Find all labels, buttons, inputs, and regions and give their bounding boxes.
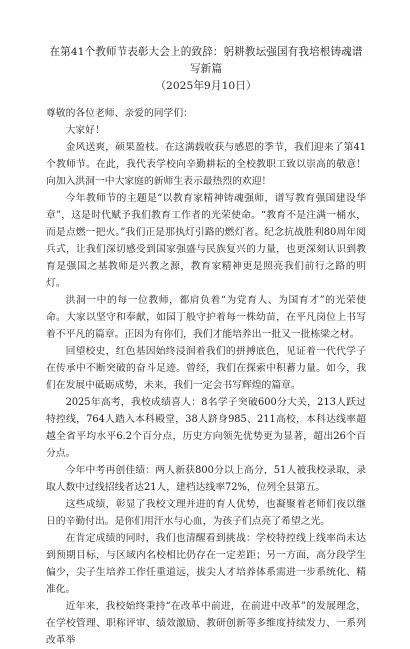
salutation: 尊敬的各位老师、亲爱的同学们： xyxy=(46,108,193,119)
title-date: （2025年9月10日） xyxy=(155,80,257,92)
paragraph: 金风送爽，硕果盈枝。在这满载收获与感恩的季节，我们迎来了第41个教师节。在此，我代表学校向辛勤耕耘的全校教职工致以崇高的敬意！向加入洪洞一中大家庭的新师生表示最热烈的欢迎！ xyxy=(46,142,366,187)
paragraph: 近年来，我校始终秉持“在改革中前进，在前进中改革”的发展理念，在学校管理、职称评审、绩效激励、教研创新等多维度持续发力、一系列改革举 xyxy=(46,601,366,646)
paragraph: 今年中考再创佳绩：两人新获800分以上高分，51人被我校录取，录取人数中过线招线者达21人，建档达线率72%，位列全县第五。 xyxy=(46,465,366,493)
document-title xyxy=(46,44,366,95)
paragraph: 今年教师节的主题是“以教育家精神铸魂强师，谱写教育强国建设华章”，这是时代赋予我们教育工作者的光荣使命。“教育不是注满一桶水，而是点燃一把火。”我们正是那执灯引路的燃灯者。纪念抗战胜利80周年阅兵式，让我们深切感受到国家强盛与民族复兴的力量，也更深刻认识到教育是强国之基教师是兴教之源，教育家精神更是照亮我们前行之路的明灯。 xyxy=(46,193,366,289)
paragraph: 2025年高考，我校成绩喜人：8名学子突破600分大关，213人跃过特控线，764人踏入本科殿堂，38人跻身985、211高校，本科达线率超越全省平均水平6.2个百分点，历史方向领先优势更为显著，超出26个百分点。 xyxy=(46,397,366,459)
paragraph: 这些成绩，彰显了我校文理并进的育人优势，也凝聚着老师们夜以继日的辛勤付出。是你们用汗水与心血，为孩子们点亮了希望之光。 xyxy=(46,499,366,527)
greeting: 大家好！ xyxy=(65,125,105,136)
paragraph: 回望校史，红色基因始终浸润着我们的拼搏底色，见证着一代代学子在传承中不断突破的奋斗足迹。曾经，我们在探索中积蓄力量。如今，我们在发展中砥砺成势，未来，我们一定会书写辉煌的篇章。 xyxy=(46,346,366,391)
paragraph: 在肯定成绩的同时，我们也清醒看到挑战：学校特控线上线率尚未达到预期目标，与区域内名校相比仍存在一定差距；另一方面，高分段学生偏少，尖子生培养工作任重道远，拔尖人才培养体系需进一步系统化、精准化。 xyxy=(46,533,366,595)
paragraph: 洪洞一中的每一位教师，都肩负着“为党育人、为国育才”的光荣使命。大家以坚守和奉献，如园丁般守护着每一株幼苗，在平凡岗位上书写着不平凡的篇章。正因为有你们，我们才能培养出一批又一批栋梁之材。 xyxy=(46,295,366,340)
title-main: 在第41个教师节表彰大会上的致辞：躬耕教坛强国有我培根铸魂谱写新篇 xyxy=(49,46,363,75)
